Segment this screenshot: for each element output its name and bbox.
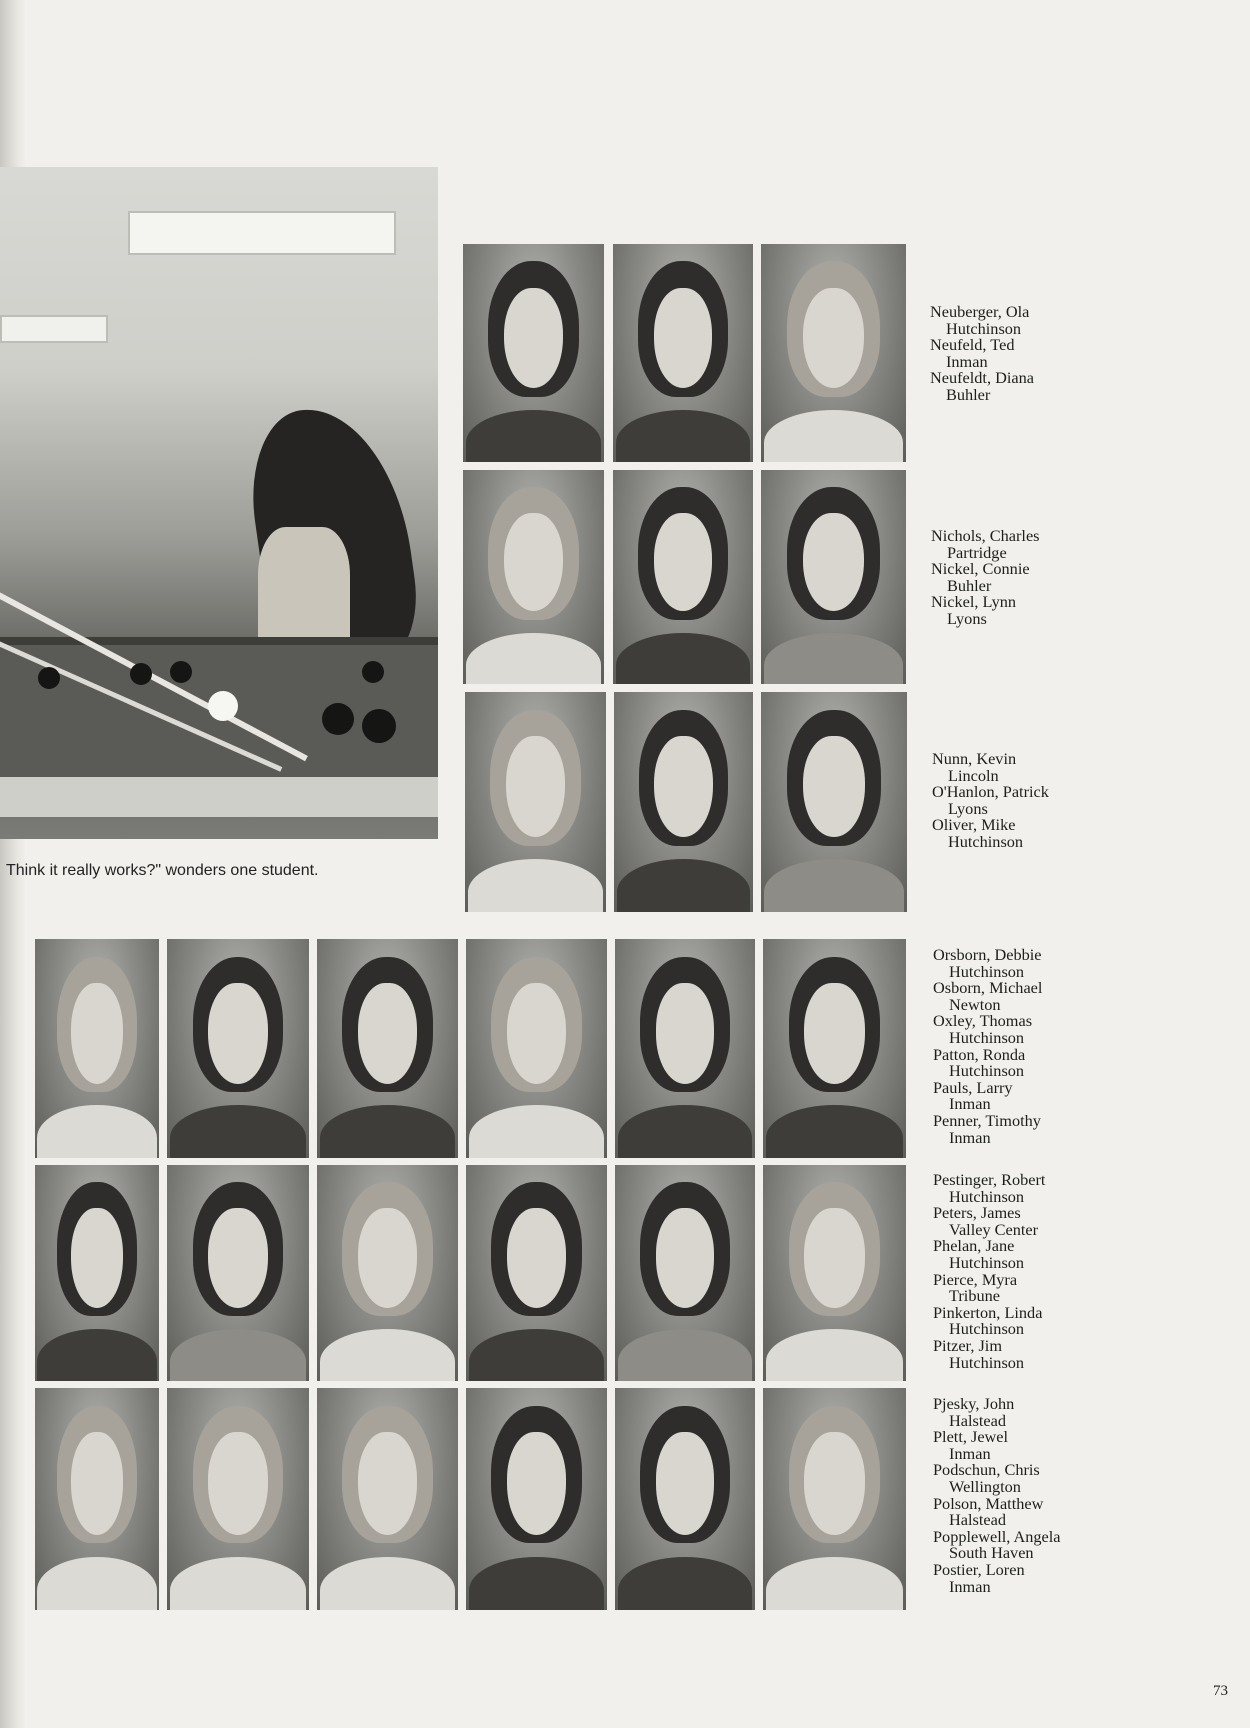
portrait (466, 1165, 607, 1381)
student-name: Penner, Timothy (933, 1110, 1041, 1130)
student-town: Inman (949, 1127, 991, 1147)
name-list-group (933, 1172, 1045, 1371)
student-town: Hutchinson (949, 1027, 1025, 1047)
student-name: Popplewell, Angela (933, 1526, 1061, 1546)
portrait (613, 244, 753, 462)
name-list-group (930, 304, 1034, 404)
student-name: Neuberger, Ola (930, 302, 1030, 321)
student-name: Nichols, Charles (931, 526, 1040, 545)
student-town: Buhler (947, 575, 992, 595)
name-list-group (932, 751, 1049, 851)
student-name: Pjesky, John (933, 1394, 1015, 1413)
student-town: Hutchinson (949, 1186, 1025, 1206)
student-town: Halstead (949, 1410, 1006, 1430)
student-name: Neufeld, Ted (930, 335, 1015, 355)
student-name: Nickel, Lynn (931, 592, 1017, 612)
student-town: Lyons (947, 608, 987, 628)
student-town: Inman (946, 351, 988, 371)
portrait (317, 1388, 458, 1610)
portrait (466, 1388, 607, 1610)
name-list-group (933, 947, 1042, 1146)
portrait (35, 1165, 159, 1381)
portrait (761, 244, 906, 462)
portrait (466, 939, 607, 1158)
pool-table-photo (0, 167, 438, 839)
student-name: O'Hanlon, Patrick (932, 782, 1049, 802)
student-name: Pestinger, Robert (933, 1170, 1046, 1189)
portrait (317, 1165, 458, 1381)
student-town: South Haven (949, 1543, 1034, 1563)
portrait (761, 692, 907, 912)
student-name: Oliver, Mike (932, 815, 1016, 835)
student-town: Newton (949, 994, 1001, 1014)
portrait (317, 939, 458, 1158)
student-name: Orsborn, Debbie (933, 945, 1042, 964)
student-town: Hutchinson (948, 831, 1024, 851)
photo-caption: Think it really works?" wonders one student. (6, 862, 319, 879)
student-town: Lyons (948, 798, 988, 818)
student-town: Inman (949, 1576, 991, 1596)
student-name: Peters, James (933, 1203, 1021, 1223)
student-name: Patton, Ronda (933, 1044, 1026, 1064)
portrait (167, 939, 309, 1158)
student-name: Nunn, Kevin (932, 749, 1017, 768)
portrait (463, 470, 604, 684)
student-name: Neufeldt, Diana (930, 368, 1034, 388)
name-list-group (933, 1396, 1061, 1595)
student-name: Osborn, Michael (933, 978, 1043, 998)
portrait (35, 1388, 159, 1610)
student-name: Podschun, Chris (933, 1460, 1040, 1480)
student-name: Pinkerton, Linda (933, 1302, 1043, 1322)
student-name: Pitzer, Jim (933, 1335, 1002, 1355)
portrait (615, 1388, 755, 1610)
name-list-group (931, 528, 1040, 628)
student-town: Tribune (949, 1286, 1000, 1306)
portrait (613, 470, 753, 684)
student-town: Hutchinson (949, 1319, 1025, 1339)
page-number: 73 (1213, 1683, 1228, 1699)
student-name: Pauls, Larry (933, 1077, 1013, 1097)
student-name: Plett, Jewel (933, 1427, 1009, 1447)
portrait (167, 1388, 309, 1610)
portrait (463, 244, 604, 462)
student-town: Valley Center (949, 1219, 1039, 1239)
student-town: Hutchinson (949, 961, 1025, 981)
student-town: Hutchinson (946, 318, 1022, 338)
student-town: Halstead (949, 1510, 1006, 1530)
portrait (763, 1165, 906, 1381)
student-town: Buhler (946, 384, 991, 404)
portrait (615, 1165, 755, 1381)
student-name: Nickel, Connie (931, 559, 1030, 579)
portrait (763, 939, 906, 1158)
student-town: Wellington (949, 1476, 1021, 1496)
portrait (167, 1165, 309, 1381)
portrait (35, 939, 159, 1158)
student-name: Polson, Matthew (933, 1493, 1044, 1513)
portrait (465, 692, 606, 912)
student-name: Postier, Loren (933, 1559, 1025, 1579)
student-town: Hutchinson (949, 1252, 1025, 1272)
student-town: Inman (949, 1094, 991, 1114)
student-town: Hutchinson (949, 1352, 1025, 1372)
portrait (761, 470, 906, 684)
portrait (614, 692, 753, 912)
student-town: Lincoln (948, 765, 999, 785)
student-town: Hutchinson (949, 1061, 1025, 1081)
student-name: Phelan, Jane (933, 1236, 1015, 1256)
student-town: Inman (949, 1443, 991, 1463)
portrait (615, 939, 755, 1158)
student-name: Oxley, Thomas (933, 1011, 1033, 1031)
portrait (763, 1388, 906, 1610)
student-town: Partridge (947, 542, 1007, 562)
student-name: Pierce, Myra (933, 1269, 1018, 1289)
